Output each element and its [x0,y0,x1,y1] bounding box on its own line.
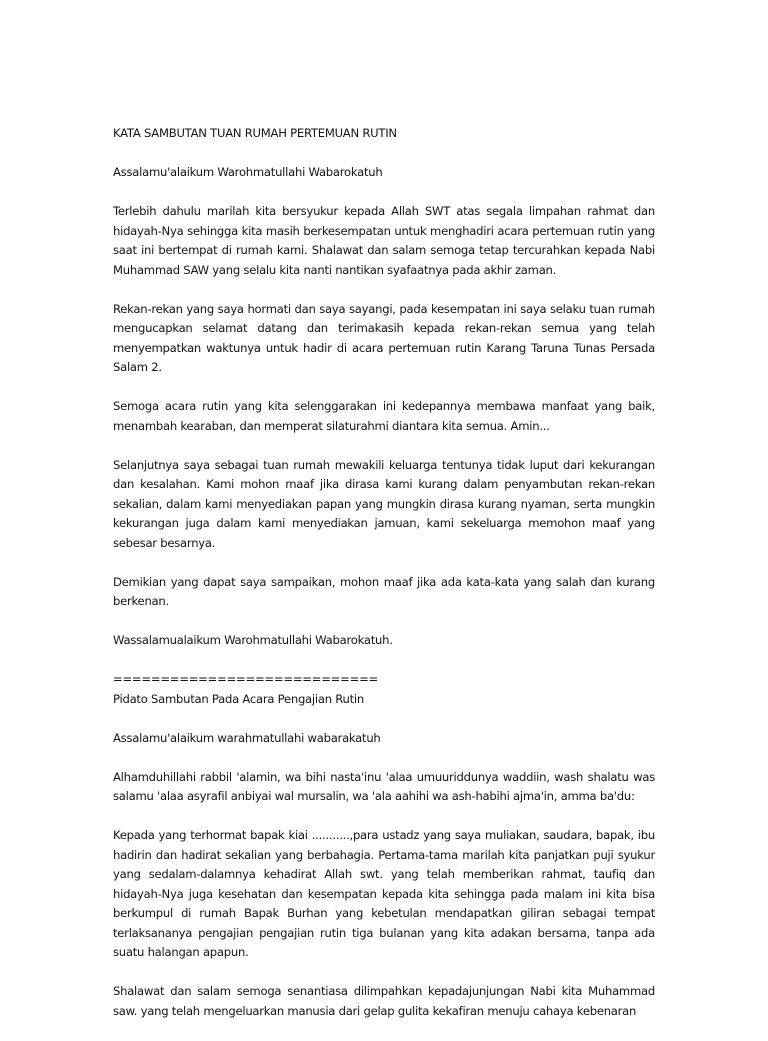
paragraph-address: Kepada yang terhormat bapak kiai ...........,para ustadz yang saya muliakan, saudara, bapak, ibu hadirin dan hadirat sekalian yang berbahagia. Pertama-tama marilah kita panjatkan puji syukur yang sedalam-dalamnya kehadirat Allah swt. yang telah memberikan rahmat, taufiq dan hidayah-Nya juga kesehatan dan kesempatan kepada kita sehingga pada malam ini kita bisa berkumpul di rumah Bapak Burhan yang kebetulan mendapatkan giliran sebagai tempat terlaksananya pengajian pengajian rutin tiga bulanan yang kita adakan bersama, tanpa ada suatu halangan apapun. [113,828,655,959]
opening-greeting: Assalamu'alaikum Warohmatullahi Wabarokatuh [113,165,383,179]
paragraph-conclusion: Demikian yang dapat saya sampaikan, mohon maaf jika ada kata-kata yang salah dan kurang berkenan. [113,574,655,608]
second-greeting: Assalamu'alaikum warahmatullahi wabarakatuh [113,730,381,745]
document-page [113,124,655,1041]
document-title: KATA SAMBUTAN TUAN RUMAH PERTEMUAN RUTIN [113,126,397,140]
paragraph-hamdalah: Alhamduhillahi rabbil 'alamin, wa bihi nasta'inu 'alaa umuuriddunya waddiin, wash shalatu was salamu 'alaa asyrafil anbiyai wal mursalin, wa 'ala aahihi wa ash-habihi ajma'in, amma ba'du: [113,769,655,803]
section-divider: ============================ [113,672,379,686]
paragraph-welcome: Rekan-rekan yang saya hormati dan saya sayangi, pada kesempatan ini saya selaku tuan rumah mengucapkan selamat datang dan terimakasih kepada rekan-rekan semua yang telah menyempatkan waktunya untuk hadir di acara pertemuan rutin Karang Taruna Tunas Persada Salam 2. [113,301,655,374]
paragraph-shalawat: Shalawat dan salam semoga senantiasa dilimpahkan kepadajunjungan Nabi kita Muhammad saw. yang telah mengeluarkan manusia dari gelap gulita kekafiran menuju cahaya kebenaran [113,984,655,1018]
closing-greeting: Wassalamualaikum Warohmatullahi Wabarokatuh. [113,633,393,647]
paragraph-gratitude: Terlebih dahulu marilah kita bersyukur kepada Allah SWT atas segala limpahan rahmat dan hidayah-Nya sehingga kita masih berkesempatan untuk menghadiri acara pertemuan rutin yang saat ini bertempat di rumah kami. Shalawat dan salam semoga tetap tercurahkan kepada Nabi Muhammad SAW yang selalu kita nanti nantikan syafaatnya pada akhir zaman. [113,204,655,277]
paragraph-apology: Selanjutnya saya sebagai tuan rumah mewakili keluarga tentunya tidak luput dari kekurangan dan kesalahan. Kami mohon maaf jika dirasa kami kurang dalam penyambutan rekan-rekan sekalian, dalam kami menyediakan papan yang mungkin dirasa kurang nyaman, serta mungkin kekurangan juga dalam kami menyediakan jamuan, kami sekeluarga memohon maaf yang sebesar besarnya. [113,457,655,550]
paragraph-hope: Semoga acara rutin yang kita selenggarakan ini kedepannya membawa manfaat yang baik, menambah kearaban, dan memperat silaturahmi diantara kita semua. Amin... [113,399,655,433]
section-title: Pidato Sambutan Pada Acara Pengajian Rutin [113,691,364,706]
